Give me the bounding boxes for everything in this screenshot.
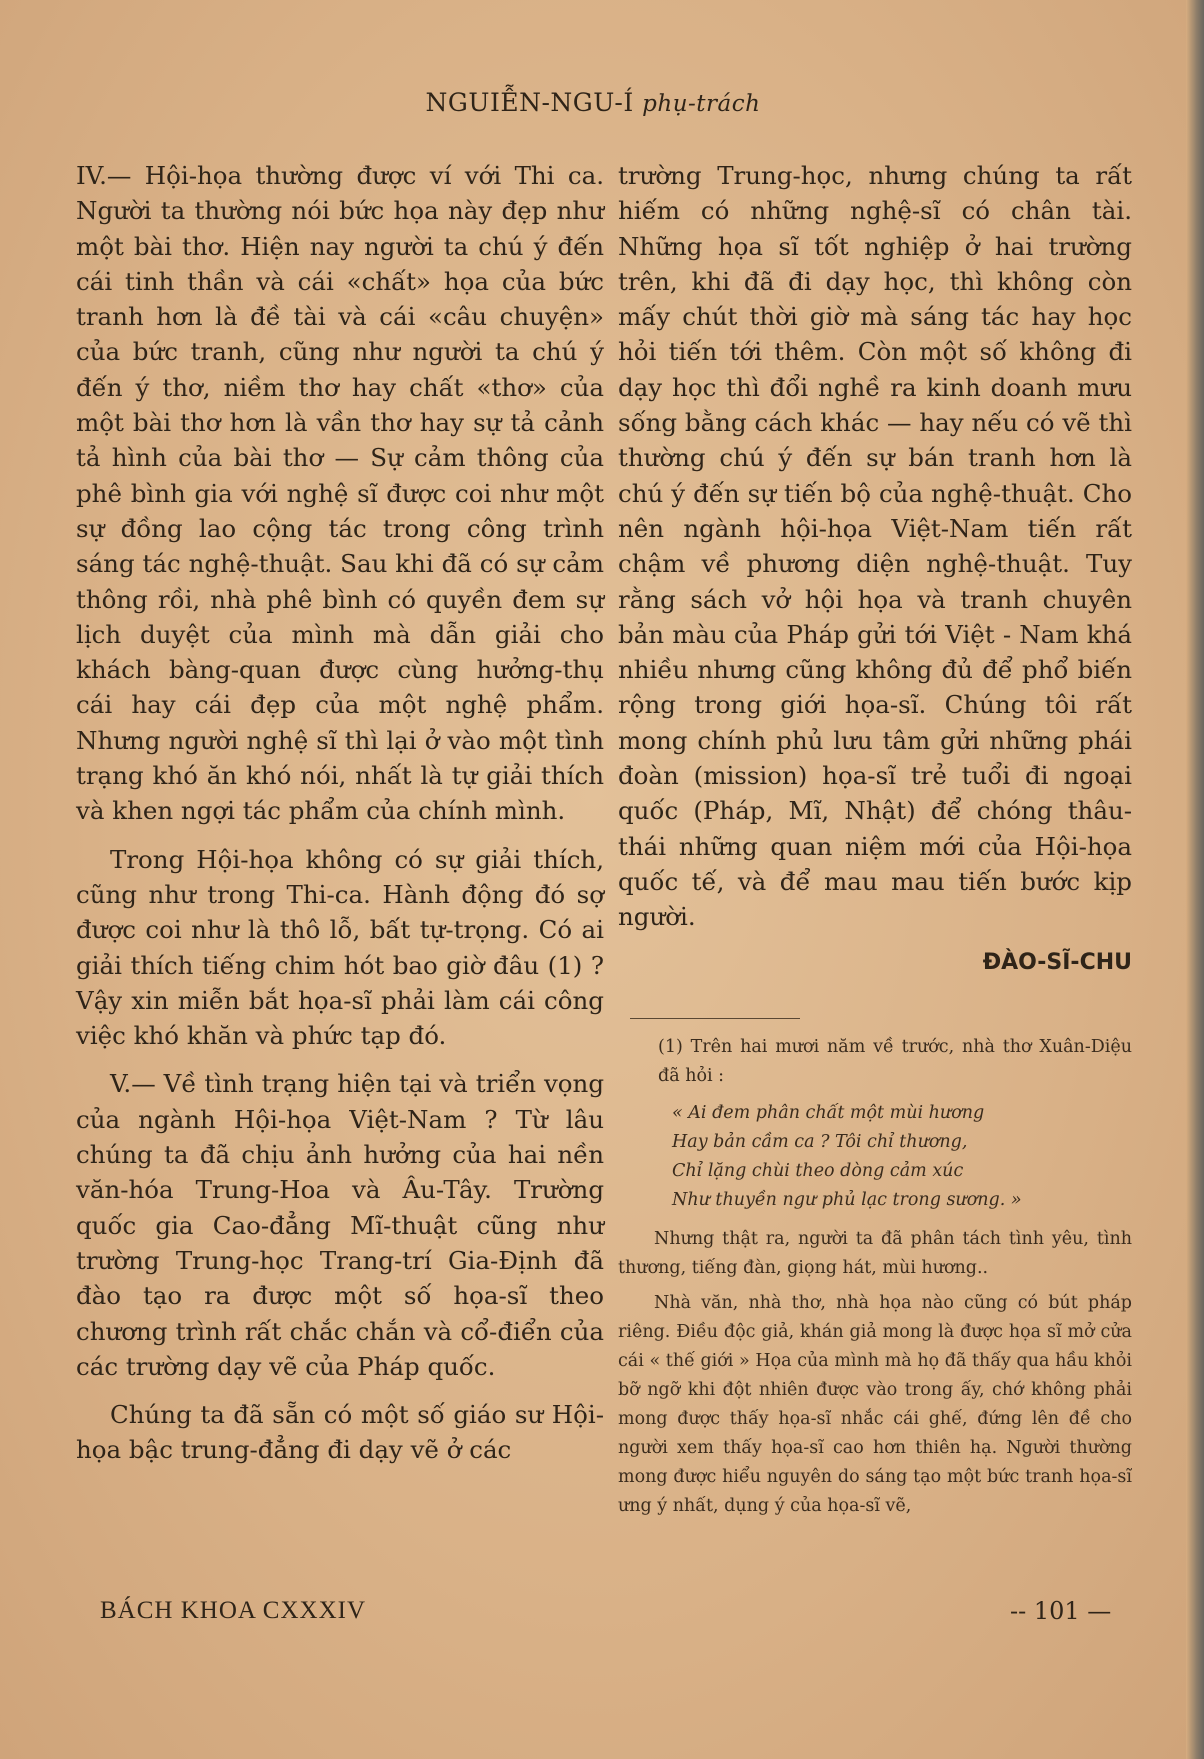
paragraph-iv: IV.— Hội-họa thường được ví với Thi ca. Người ta thường nói bức họa này đẹp như một bài thơ. Hiện nay người ta chú ý đến cái tinh thần và cái «chất» họa của bức tranh hơn là đề tài và cái «câu chuyện» của bức tranh, cũng như người ta chú ý đến ý thơ, niềm thơ hay chất «thơ» của một bài thơ hơn là vần thơ hay sự tả cảnh tả hình của bài thơ — Sự cảm thông của phê bình gia với nghệ sĩ được coi như một sự đồng lao cộng tác trong công trình sáng tác nghệ-thuật. Sau khi đã có sự cảm thông rồi, nhà phê bình có quyền đem sự lịch duyệt của mình mà dẫn giải cho khách bàng-quan được cùng hưởng-thụ cái hay cái đẹp của một nghệ phẩm. Nhưng người nghệ sĩ thì lại ở vào một tình trạng khó ăn khó nói, nhất là tự giải thích và khen ngợi tác phẩm của chính mình.	[76, 161, 604, 826]
poem-line: Chỉ lặng chùi theo dòng cảm xúc	[672, 1160, 964, 1181]
footnote-paragraph: Nhà văn, nhà thơ, nhà họa nào cũng có bút pháp riêng. Điều độc giả, khán giả mong là được họa sĩ mở cửa cái « thế giới » Họa của mình mà họ đã thấy qua hầu khỏi bỡ ngỡ khi đột nhiên được vào trong ấy, chớ không phải mong được thấy họa-sĩ nhắc cái ghế, đứng lên đề cho người xem thấy họa-sĩ cao hơn thiên hạ. Người thường mong được hiểu nguyên do sáng tạo một bức tranh họa-sĩ ưng ý nhất, dụng ý của họa-sĩ vẽ,	[618, 1292, 1132, 1516]
footnote-poem	[672, 1099, 1132, 1215]
footnote-divider	[630, 1018, 800, 1019]
column-title: NGUIỄN-NGU-Í	[425, 88, 634, 117]
author-signature: ĐÀO-SĨ-CHU	[982, 949, 1132, 975]
footnote	[618, 1033, 1132, 1521]
editor-label: phụ-trách	[642, 91, 761, 117]
page-spine-shadow	[1186, 0, 1204, 1759]
paragraph-v: V.— Về tình trạng hiện tại và triển vọng của ngành Hội-họa Việt-Nam ? Từ lâu chúng ta đã chịu ảnh hưởng của hai nền văn-hóa Trung-Hoa và Âu-Tây. Trường quốc gia Cao-đẳng Mĩ-thuật cũng như trường Trung-học Trang-trí Gia-Định đã đào tạo ra được một số họa-sĩ theo chương trình rất chắc chắn và cổ-điển của các trường dạy vẽ của Pháp quốc.	[76, 1069, 604, 1381]
footnote-paragraph: Nhưng thật ra, người ta đã phân tách tình yêu, tình thương, tiếng đàn, giọng hát, mùi hương..	[618, 1228, 1132, 1278]
paragraph-teachers: Chúng ta đã sẵn có một số giáo sư Hội-họa bậc trung-đẳng đi dạy vẽ ở các	[76, 1400, 604, 1465]
page-number: -- 101 —	[1010, 1597, 1112, 1625]
footnote-intro: (1) Trên hai mươi năm về trước, nhà thơ Xuân-Diệu đã hỏi :	[658, 1036, 1132, 1086]
paragraph-explanation: Trong Hội-họa không có sự giải thích, cũng như trong Thi-ca. Hành động đó sợ được coi như là thô lỗ, bất tự-trọng. Có ai giải thích tiếng chim hót bao giờ đâu (1) ? Vậy xin miễn bắt họa-sĩ phải làm cái công việc khó khăn và phức tạp đó.	[76, 844, 604, 1051]
magazine-issue: BÁCH KHOA CXXXIV	[100, 1597, 367, 1624]
poem-line: Như thuyền ngư phủ lạc trong sương. »	[672, 1189, 1022, 1210]
right-column	[618, 158, 1132, 1521]
poem-line: « Ai đem phân chất một mùi hương	[672, 1102, 985, 1123]
poem-line: Hay bản cầm ca ? Tôi chỉ thương,	[672, 1131, 968, 1152]
left-column	[76, 158, 604, 1468]
paragraph-continued: trường Trung-học, nhưng chúng ta rất hiếm có những nghệ-sĩ có chân tài. Những họa sĩ tốt nghiệp ở hai trường trên, khi đã đi dạy học, thì không còn mấy chút thời giờ mà sáng tác hay học hỏi tiến tới thêm. Còn một số không đi dạy học thì đổi nghề ra kinh doanh mưu sống bằng cách khác — hay nếu có vẽ thì thường chú ý đến sự bán tranh hơn là chú ý đến sự tiến bộ của nghệ-thuật. Cho nên ngành hội-họa Việt-Nam tiến rất chậm về phương diện nghệ-thuật. Tuy rằng sách vở hội họa và tranh chuyên bản màu của Pháp gửi tới Việt - Nam khá nhiều nhưng cũng không đủ để phổ biến rộng trong giới họa-sĩ. Chúng tôi rất mong chính phủ lưu tâm gửi những phái đoàn (mission) họa-sĩ trẻ tuổi đi ngoại quốc (Pháp, Mĩ, Nhật) để chóng thâu-thái những quan niệm mới của Hội-họa quốc tế, và để mau mau tiến bước kịp người.	[618, 161, 1132, 932]
running-head	[0, 88, 1186, 117]
